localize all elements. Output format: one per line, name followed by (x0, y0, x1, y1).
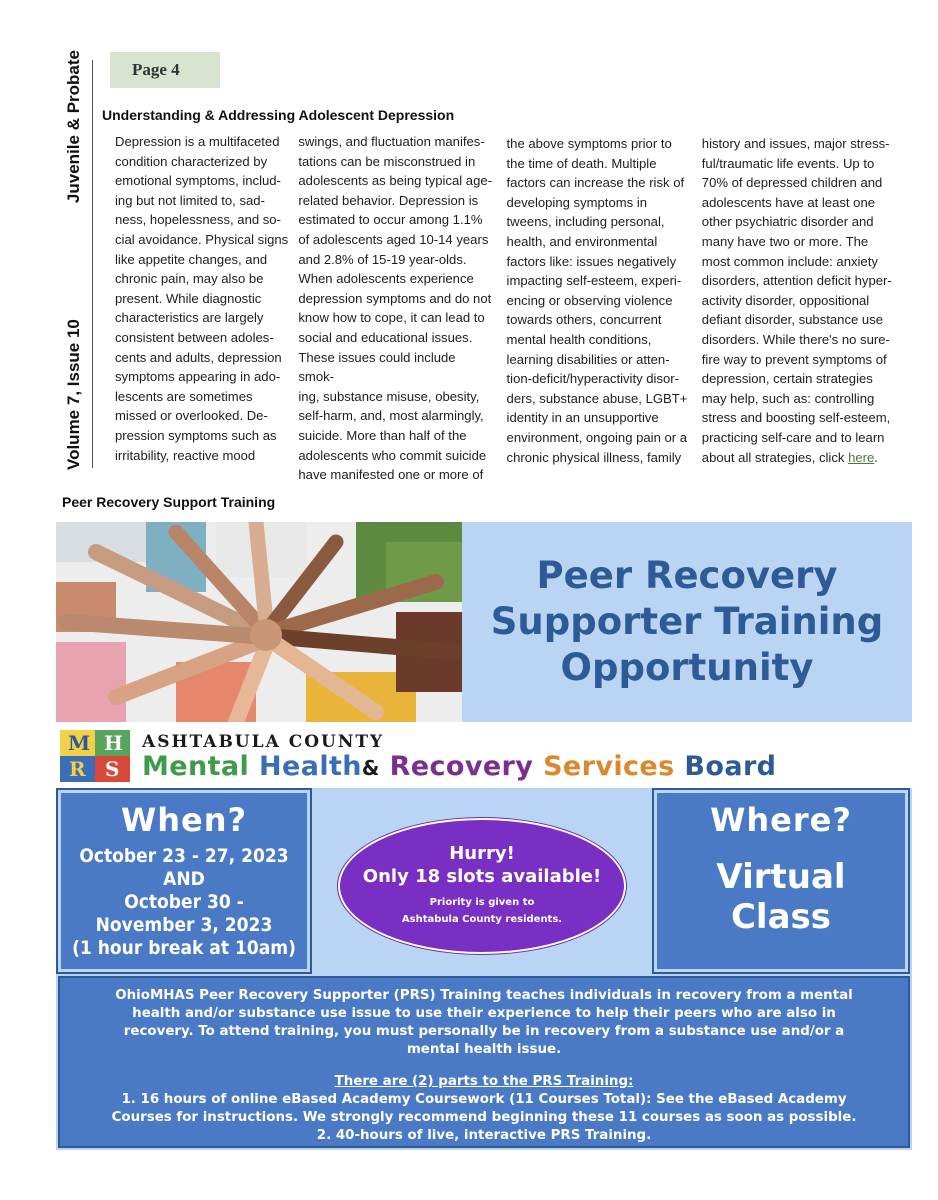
period: . (874, 449, 878, 465)
where-heading: Where? (710, 801, 852, 839)
article-text: swings, and fluctuation manifes- tations can be misconstrued in adolescents as being typical age- related behavior. Depression is estimated to occur among 1.1% of adolescents aged 10-14 years and 2.8% of 15-19 year-olds. When adolescents experience depression symptoms and do not know how to cope, it can lead to social and educational issues. These issues could include smok- ing, substance misuse, obesity, self-harm, and, most alarmingly, suicide. More than half of the adolescents who commit suicide have manifested one or more of (298, 134, 492, 483)
hands-together-photo (56, 522, 462, 722)
details-panel (56, 788, 912, 976)
article-text: Depression is a multifaceted condition characterized by emotional symptoms, includ- ing but not limited to, sad- ness, hopelessness, and so- cial avoidance. Physical signs like appetite changes, and chronic pain, may also be present. While diagnostic characteristics are largely consistent between adoles- cents and adults, depression symptoms appearing in ado- lescents are sometimes missed or overlooked. De- pression symptoms such as irritability, reactive mood (115, 134, 289, 463)
article-title: Understanding & Addressing Adolescent Depression (102, 107, 455, 123)
side-divider (92, 60, 93, 468)
logo-letter: H (104, 731, 123, 755)
logo-letter: S (105, 757, 120, 781)
org-word: & (361, 756, 380, 780)
org-county-name: ASHTABULA COUNTY (142, 732, 385, 752)
training-flyer (56, 522, 912, 1152)
parts-heading: There are (2) parts to the PRS Training: (334, 1074, 634, 1089)
article-text: the above symptoms prior to the time of death. Multiple factors can increase the risk of developing symptoms in tweens, including personal, health, and environmental factors like: issues negatively impacting self-esteem, experi- encing or observing violence towards others, concurrent mental health conditions, learning disabilities or atten- tion-deficit/hyperactivity disor- ders, substance abuse, LGBT+ identity in an unsupportive environment, ongoing pain or a chronic physical illness, family (506, 136, 688, 465)
banner-title: Peer Recovery Supporter Training Opportunity (490, 554, 884, 689)
article-text (702, 134, 892, 467)
logo-letter: R (69, 757, 86, 781)
article-text-final: history and issues, major stress- ful/traumatic life events. Up to 70% of depressed children and adolescents have at least one other psychiatric disorder and many have two or more. The most common include: anxiety disorders, attention deficit hyper- activity disorder, oppositional defiant disorder, substance use disorders. While there's no sure- fire way to prevent symptoms of depression, certain strategies may help, such as: controlling stress and boosting self-esteem, practicing self-care and to learn about all strategies, click (701, 136, 892, 465)
org-word: Board (684, 751, 777, 782)
page-number-tag (110, 52, 220, 88)
info-box (60, 978, 908, 1146)
page-number-label: Page 4 (132, 60, 180, 79)
training-description: OhioMHAS Peer Recovery Supporter (PRS) Training teaches individuals in recovery from a mental health and/or substance use issue to use their experience to help their peers who are also in recovery. To attend training, you must personally be in recovery from a substance use and/or a mental health issue. (115, 988, 853, 1057)
org-word: Health (259, 751, 362, 782)
organization-strip (56, 722, 912, 788)
where-box (654, 790, 908, 972)
info-panel (56, 976, 912, 1150)
article-column-4 (702, 134, 892, 472)
when-heading: When? (120, 801, 248, 839)
training-banner (462, 522, 912, 722)
where-location: Virtual Class (716, 857, 846, 937)
part-one: 1. 16 hours of online eBased Academy Coursework (11 Courses Total): See the eBased Academy Courses for instructions. We strongly recommend beginning these 11 courses as soon as possible. (111, 1092, 857, 1125)
article-column-2 (298, 132, 492, 483)
volume-issue-label: Volume 7, Issue 10 (64, 319, 83, 470)
article-body (102, 132, 892, 483)
article-column-3 (507, 134, 695, 472)
mhrs-logo (60, 730, 130, 782)
org-word: Services (543, 751, 675, 782)
org-word: Recovery (389, 751, 534, 782)
part-two: 2. 40-hours of live, interactive PRS Training. (316, 1128, 652, 1143)
section-title: Peer Recovery Support Training (62, 494, 276, 510)
priority-note: Priority is given to Ashtabula County residents. (401, 897, 563, 925)
hurry-oval (338, 818, 626, 954)
section-name-label: Juvenile & Probate (64, 50, 83, 204)
article-column-1 (115, 132, 288, 472)
org-board-name (142, 751, 776, 782)
when-dates: October 23 - 27, 2023 AND October 30 - November 3, 2023 (1 hour break at 10am) (72, 845, 296, 959)
logo-letter: M (68, 731, 91, 755)
here-link[interactable]: here (848, 449, 875, 465)
side-masthead (61, 50, 87, 470)
hurry-text: Hurry! Only 18 slots available! (362, 843, 602, 887)
when-box (58, 790, 310, 972)
org-word: Mental (142, 751, 250, 782)
